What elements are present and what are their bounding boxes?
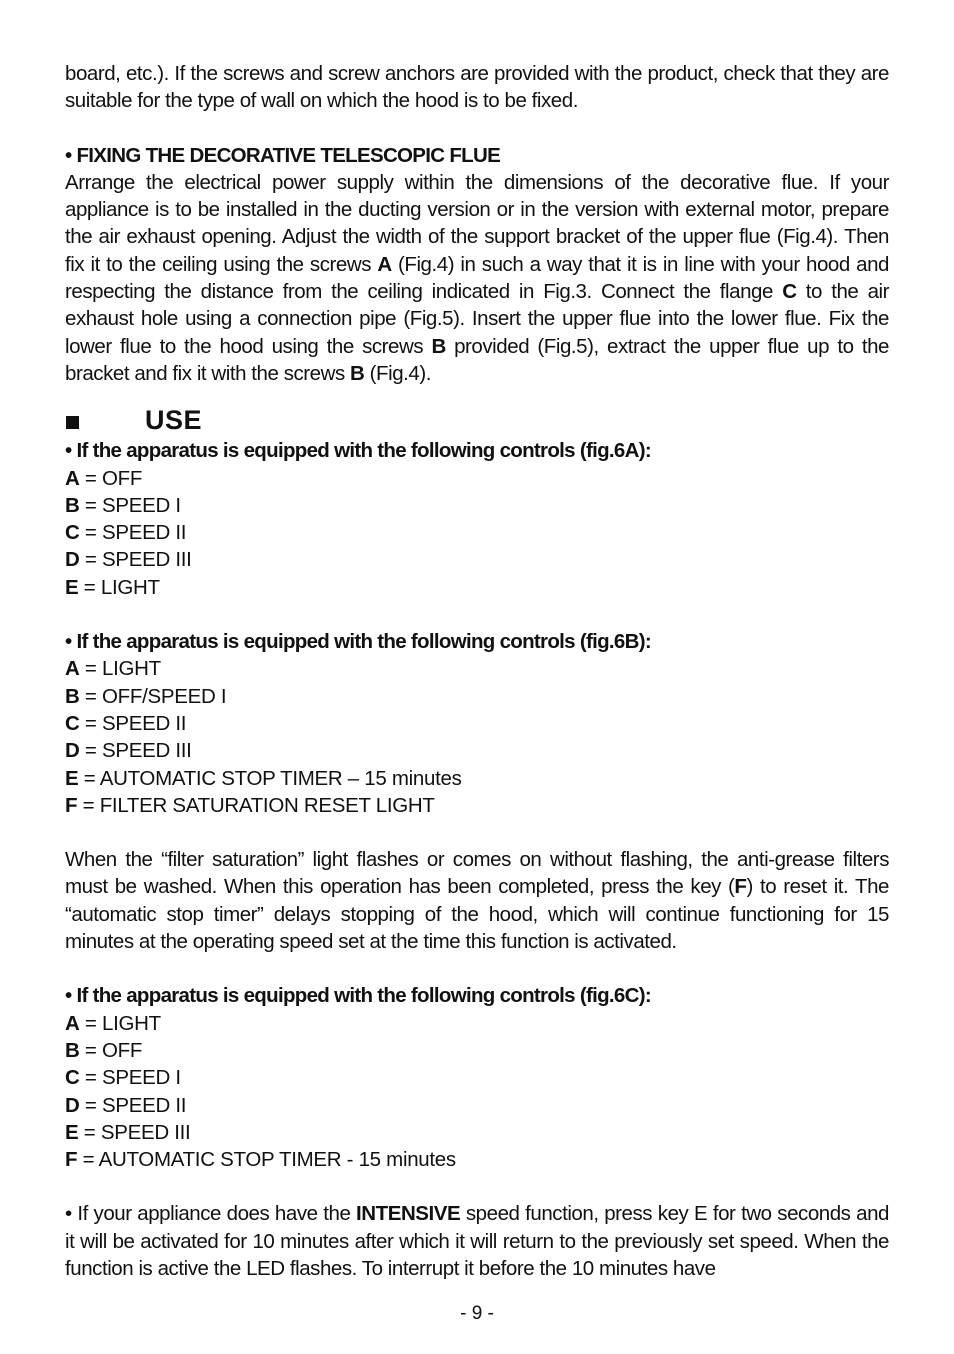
flue-paragraph [65,169,889,387]
list-item: B = OFF/SPEED I [65,684,227,708]
flue-heading: • FIXING THE DECORATIVE TELESCOPIC FLUE [65,143,501,167]
controls-6c-list [65,1010,889,1174]
list-item: E = SPEED III [65,1120,191,1144]
list-item: B = OFF [65,1038,143,1062]
page-number: - 9 - [460,1303,494,1324]
flue-text-1: Arrange the electrical power supply within the dimensions of the decorative flue. If your appliance is to be installed in the ducting version or in the version with external motor, prepare the air exhaust opening. Adjust the width of the support bracket of the upper flue (Fig.4). Then fix it to the ceiling using the screws [65,170,889,276]
flue-text-2: (Fig.4) in such a way that it is in line with your hood and respecting the distance from the ceiling indicated in Fig.3. Connect the flange [65,252,889,304]
list-item: A = LIGHT [65,1011,161,1035]
list-item: E = AUTOMATIC STOP TIMER – 15 minutes [65,766,462,790]
list-item: A = OFF [65,466,143,490]
use-section-header [65,403,889,437]
flue-text-5: (Fig.4). [364,361,431,385]
intensive-paragraph: • If your appliance does have the INTENSIVE speed function, press key E for two seconds and it will be activated for 10 minutes after which it will return to the previously set speed. When the function is active the LED flashes. To interrupt it before the 10 minutes have [65,1202,889,1280]
list-item: C = SPEED II [65,711,187,735]
flue-key-b: B [431,334,446,358]
list-item: C = SPEED II [65,521,187,545]
square-bullet-icon [66,416,79,429]
list-item: F = FILTER SATURATION RESET LIGHT [65,793,435,817]
flue-key-b-2: B [350,361,365,385]
intro-paragraph: board, etc.). If the screws and screw anchors are provided with the product, check that they are suitable for the type of wall on which the hood is to be fixed. [65,62,889,113]
list-item: A = LIGHT [65,657,161,681]
controls-6a-heading: • If the apparatus is equipped with the following controls (fig.6A): [65,439,651,463]
controls-6a-list [65,465,889,601]
flue-key-a: A [377,252,392,276]
controls-6b-list [65,655,889,819]
controls-6b-heading: • If the apparatus is equipped with the following controls (fig.6B): [65,630,651,654]
filter-saturation-note: When the “filter saturation” light flashes or comes on without flashing, the anti-grease filters must be washed. When this operation has been completed, press the key (F) to reset it. The “automatic stop timer” delays stopping of the hood, which will continue functioning for 15 minutes at the operating speed set at the time this function is activated. [65,848,889,954]
document-page [65,60,889,1282]
list-item: E = LIGHT [65,575,160,599]
flue-text-4: provided (Fig.5), extract the upper flue up to the bracket and fix it with the screws [65,334,889,385]
list-item: C = SPEED I [65,1066,181,1090]
list-item: B = SPEED I [65,493,181,517]
controls-6c-heading: • If the apparatus is equipped with the following controls (fig.6C): [65,984,651,1008]
list-item: D = SPEED III [65,739,192,763]
list-item: D = SPEED II [65,1093,187,1117]
flue-key-c: C [782,280,797,304]
list-item: F = AUTOMATIC STOP TIMER - 15 minutes [65,1148,456,1172]
list-item: D = SPEED III [65,548,192,572]
flue-text-3: to the air exhaust hole using a connection pipe (Fig.5). Insert the upper flue into the lower flue. Fix the lower flue to the hood using the screws [65,280,890,358]
use-title: USE [145,404,203,435]
